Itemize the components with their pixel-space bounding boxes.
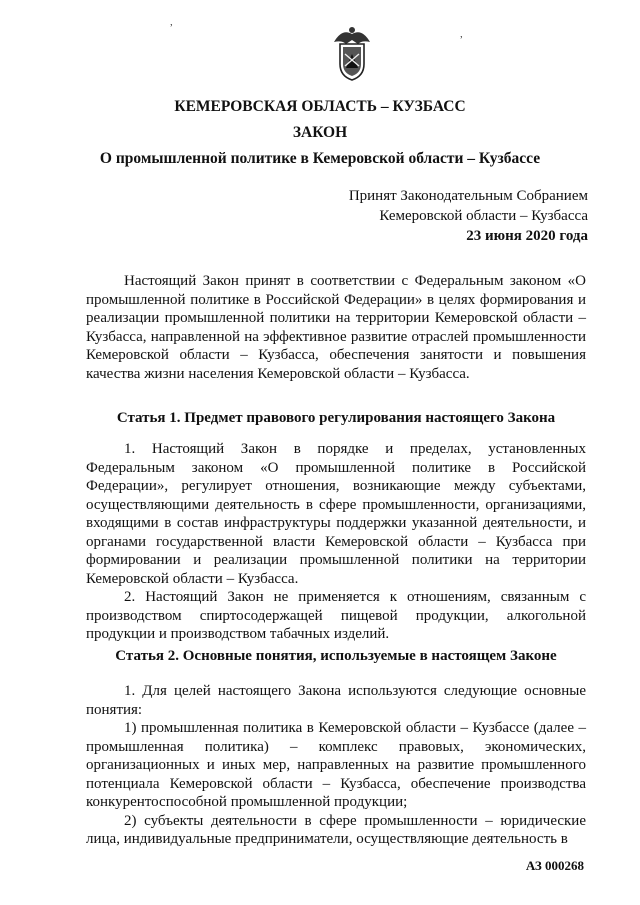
article-2-body xyxy=(86,682,586,849)
adoption-block xyxy=(349,186,588,246)
adoption-date: 23 июня 2020 года xyxy=(466,228,588,244)
adoption-line: Принят Законодательным Собранием xyxy=(348,188,588,204)
region-heading: КЕМЕРОВСКАЯ ОБЛАСТЬ – КУЗБАСС xyxy=(174,98,466,115)
document-serial-number: АЗ 000268 xyxy=(525,858,584,873)
adoption-line: Кемеровской области – Кузбасса xyxy=(379,208,588,224)
article-1-paragraph-2: 2. Настоящий Закон не применяется к отношениям, связанным с производством спиртосодержащей пищевой продукции, алкогольной продукции и производством табачных изделий. xyxy=(86,589,586,642)
article-2-paragraph-2: 1) промышленная политика в Кемеровской области – Кузбассе (далее – промышленная политика) – комплекс правовых, экономических, организационных и иных мер, направленных на развитие промышленного потенциала Кемеровской области – Кузбасса, обеспечение производства конкурентоспособной промышленной продукции; xyxy=(86,720,586,810)
article-2-heading: Статья 2. Основные понятия, используемые в настоящем Законе xyxy=(115,648,557,664)
article-1-body xyxy=(86,440,586,644)
scan-mark: , xyxy=(170,16,173,28)
document-type-heading: ЗАКОН xyxy=(292,124,348,141)
preamble xyxy=(86,272,586,383)
article-2-paragraph-3: 2) субъекты деятельности в сфере промышленности – юридические лица, индивидуальные предприниматели, осуществляющие деятельность в xyxy=(86,812,586,847)
article-1-heading: Статья 1. Предмет правового регулирования настоящего Закона xyxy=(116,410,556,426)
scan-mark: , xyxy=(460,28,463,40)
article-1-paragraph-1: 1. Настоящий Закон в порядке и пределах, установленных Федеральным законом «О промышленной политике в Российской Федерации», регулирует отношения, возникающие между субъектами, осуществляющими деятельность в сфере промышленности, организациями, входящими в состав инфраструктуры поддержки указанной деятельности, и органами государственной власти Кемеровской области – Кузбасса при формировании и реализации промышленной политики на территории Кемеровской области – Кузбасса. xyxy=(86,441,586,587)
coat-of-arms-icon xyxy=(328,24,376,84)
law-title: О промышленной политике в Кемеровской области – Кузбассе xyxy=(99,150,541,167)
preamble-paragraph: Настоящий Закон принят в соответствии с Федеральным законом «О промышленной политике в Российской Федерации» в целях формирования и реализации промышленной политики на территории Кемеровской области – Кузбасса, направленной на эффективное развитие отраслей промышленности Кемеровской области – Кузбасса, обеспечения занятости и повышения качества жизни населения Кемеровской области – Кузбасса. xyxy=(86,273,586,382)
article-2-paragraph-1: 1. Для целей настоящего Закона используются следующие основные понятия: xyxy=(86,683,586,718)
